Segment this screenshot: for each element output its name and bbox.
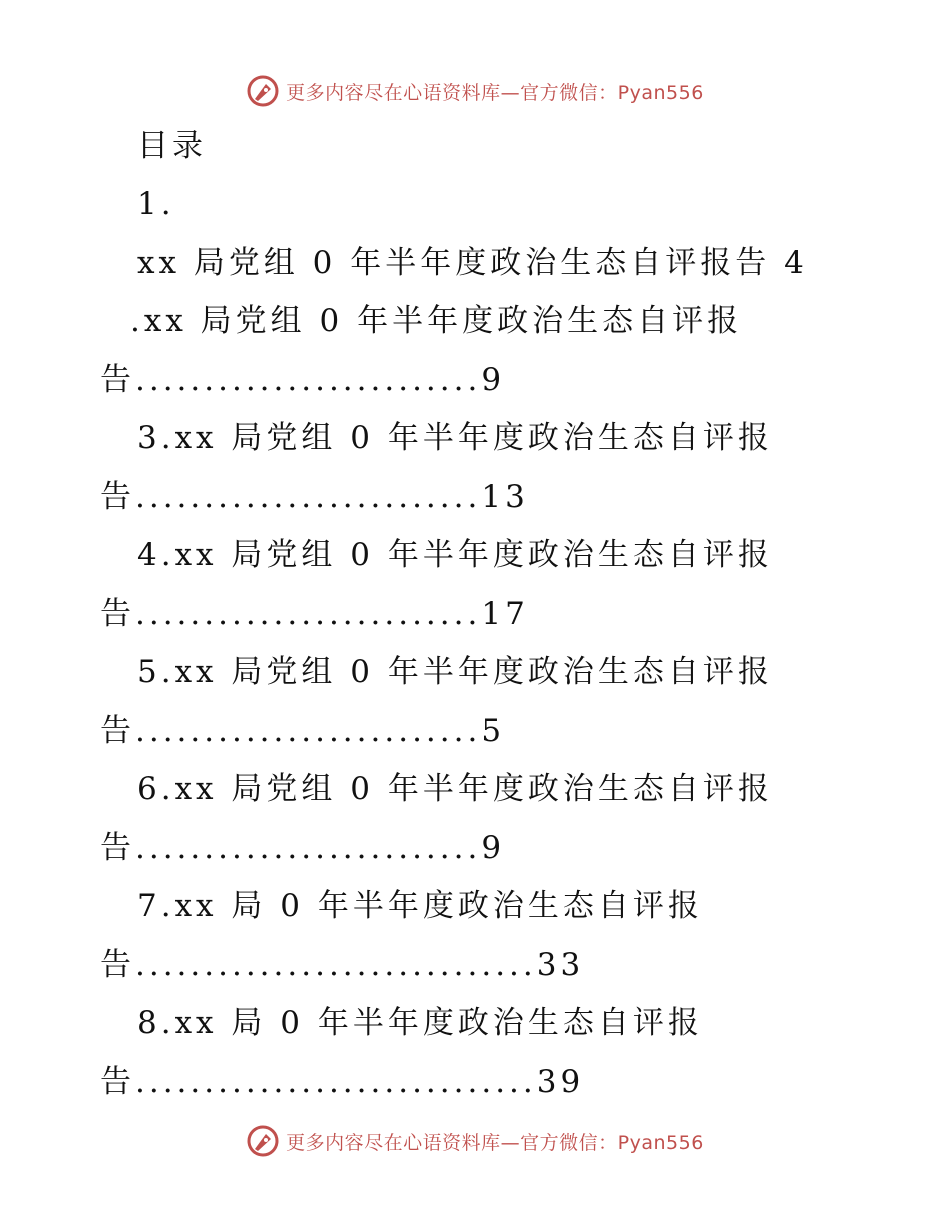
footer-watermark-banner <box>0 1121 950 1161</box>
toc-line: .xx 局党组 0 年半年度政治生态自评报 <box>130 303 743 339</box>
toc-line: 5.xx 局党组 0 年半年度政治生态自评报 <box>137 654 773 690</box>
toc-line: 7.xx 局 0 年半年度政治生态自评报 <box>137 888 703 924</box>
toc-line: 告.............................39 <box>100 1064 585 1100</box>
toc-line: 3.xx 局党组 0 年半年度政治生态自评报 <box>137 420 773 456</box>
toc-title: 目录 <box>137 128 207 164</box>
toc-line: 告.........................13 <box>100 479 529 515</box>
toc-line: 告.........................9 <box>100 830 506 866</box>
toc-line: 6.xx 局党组 0 年半年度政治生态自评报 <box>137 771 773 807</box>
footer-watermark-text: 更多内容尽在心语资料库—官方微信：Pyan556 <box>286 1131 704 1154</box>
toc-line: 告.........................5 <box>100 713 506 749</box>
pen-nib-logo-icon <box>246 1124 280 1158</box>
toc-line: 告.........................17 <box>100 596 529 632</box>
toc-line: 4.xx 局党组 0 年半年度政治生态自评报 <box>137 537 773 573</box>
header-watermark-text: 更多内容尽在心语资料库—官方微信：Pyan556 <box>286 81 704 104</box>
pen-nib-logo-icon <box>246 74 280 108</box>
toc-line: 1. <box>137 186 175 222</box>
toc-line: xx 局党组 0 年半年度政治生态自评报告 4 <box>137 245 808 281</box>
toc-line: 8.xx 局 0 年半年度政治生态自评报 <box>137 1005 703 1041</box>
toc-line: 告.............................33 <box>100 947 585 983</box>
toc-line: 告.........................9 <box>100 362 506 398</box>
header-watermark-banner <box>0 71 950 111</box>
